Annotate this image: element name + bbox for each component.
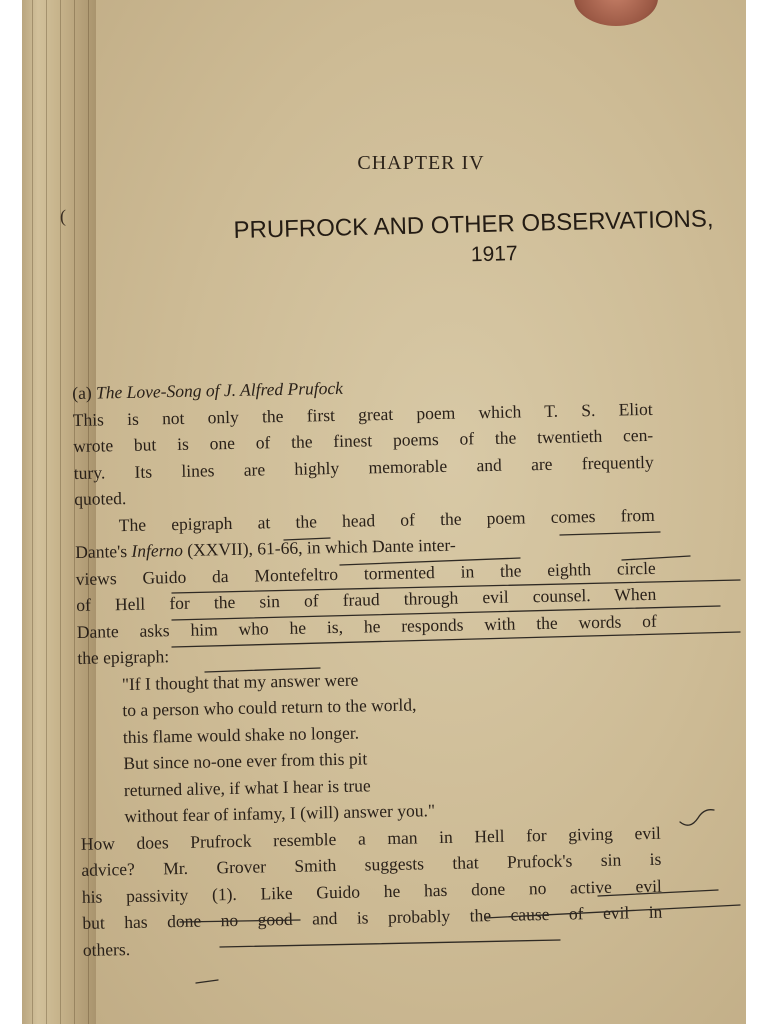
chapter-title [153,202,746,278]
text-run: (XXVII), 61-66, in which Dante inter- [182,534,456,560]
paragraph2-line: Dante asks him who he is, he responds with the words of [76,610,657,642]
chapter-heading: CHAPTER IV [357,152,485,174]
paragraph2-line: the epigraph: [77,646,170,668]
paragraph2-line: The epigraph at the head of the poem comes from [118,504,655,535]
quote-line: "If I thought that my answer were [121,669,359,694]
section-title: The Love-Song of J. Alfred Prufock [95,377,344,403]
paragraph3-line: but has done no good and is probably the cause of evil in [82,901,663,933]
paragraph1-line: tury. Its lines are highly memorable and are frequently [73,451,654,483]
text-run: Dante's [75,540,132,562]
paragraph3-line: others. [82,938,131,960]
quote-line: without fear of infamy, I (will) answer you." [124,800,436,827]
paragraph1-line: quoted. [74,487,127,509]
chapter-title-year: 1917 [470,242,518,267]
inferno-italic: Inferno [131,539,184,561]
paragraph3-line: advice? Mr. Grover Smith suggests that Prufock's sin is [81,848,662,880]
paragraph2-line: views Guido da Montefeltro tormented in the eighth circle [75,557,656,589]
quote-line: to a person who could return to the world, [122,694,417,721]
thumb-holding-page [574,0,658,26]
paragraph1-line: This is not only the first great poem which T. S. Eliot [72,398,653,430]
quote-line: this flame would shake no longer. [122,722,360,747]
paragraph3-line: his passivity (1). Like Guido he has done no active evil [81,875,663,907]
paragraph3-line: How does Prufrock resemble a man in Hell for giving evil [80,822,661,854]
margin-mark: ( [60,206,66,226]
quote-line: returned alive, if what I hear is true [123,774,371,800]
quote-line: But since no-one ever from this pit [123,748,368,774]
paragraph2-line: of Hell for the sin of fraud through evil counsel. When [76,583,657,615]
chapter-title-main: PRUFROCK AND OTHER OBSERVATIONS, [233,205,714,245]
body-text [72,369,663,963]
section-label: (a) [72,382,92,403]
paragraph1-line: wrote but is one of the finest poems of the twentieth cen- [73,424,654,456]
